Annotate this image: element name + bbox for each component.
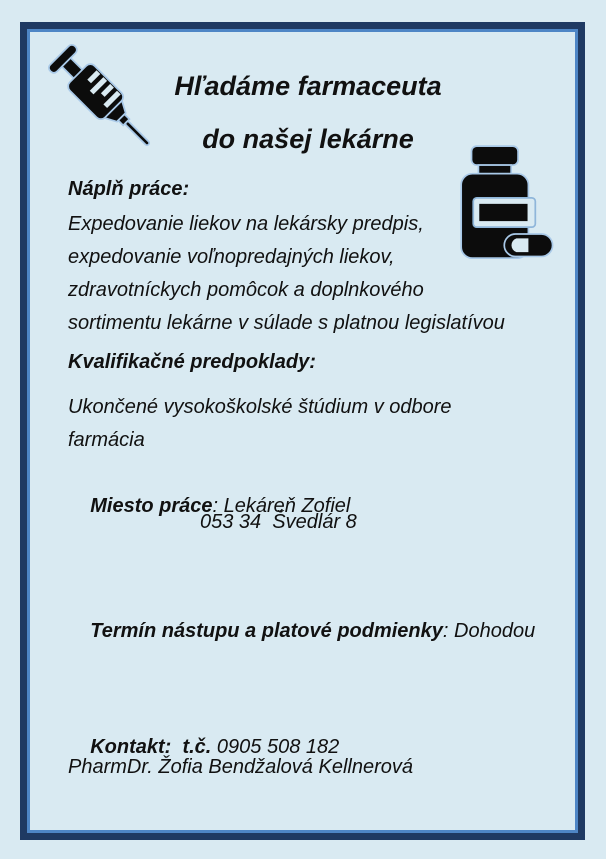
termin-nastupu-value: : Dohodou xyxy=(442,620,536,642)
kontakt-phone: 0905 508 182 xyxy=(211,736,340,758)
napln-line-3: zdravotníckych pomôcok a doplnkového xyxy=(68,279,424,301)
miesto-prace-address: 053 34 Švedlár 8 xyxy=(200,511,357,533)
napln-line-1: Expedovanie liekov na lekársky predpis, xyxy=(68,213,424,235)
kontakt-person: PharmDr. Žofia Bendžalová Kellnerová xyxy=(68,756,413,778)
napln-line-4: sortimentu lekárne v súlade s platnou legislatívou xyxy=(68,312,505,334)
section-heading-napln-prace: Náplň práce: xyxy=(68,178,190,200)
kvalifikacne-line-2: farmácia xyxy=(68,429,145,451)
flyer-title-line2: do našej lekárne xyxy=(202,124,414,154)
flyer-title-line1: Hľadáme farmaceuta xyxy=(174,71,442,101)
miesto-prace-value: : Lekáreň Zofiel xyxy=(212,495,351,517)
miesto-prace-label: Miesto práce xyxy=(90,495,213,517)
pill-bottle-icon xyxy=(456,140,556,266)
termin-nastupu-line xyxy=(68,597,535,666)
termin-nastupu-label: Termín nástupu a platové podmienky xyxy=(90,620,443,642)
kontakt-label: Kontakt: t.č. xyxy=(90,736,212,758)
napln-line-2: expedovanie voľnopredajných liekov, xyxy=(68,246,395,268)
kvalifikacne-line-1: Ukončené vysokoškolské štúdium v odbore xyxy=(68,396,452,418)
section-heading-kvalifikacne: Kvalifikačné predpoklady: xyxy=(68,351,316,373)
